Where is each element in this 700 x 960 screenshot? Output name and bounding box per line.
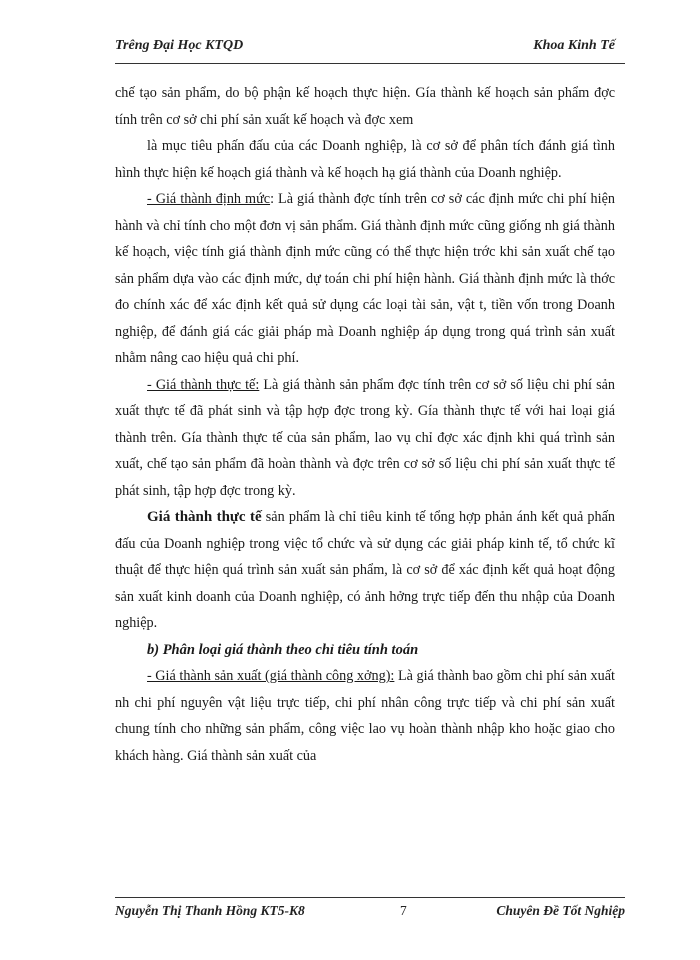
document-body <box>115 80 615 769</box>
paragraph-thuc-te-text: Là giá thành sản phẩm đợc tính trên cơ sở số liệu chi phí sản xuất thực tế đã phát sinh và tập hợp đợc trong kỳ. Gía thành thực tế với hai loại giá thành trên. Gía thành thực tế của sản phẩm, lao vụ chỉ đợc xác định khi quá trình sản xuất, chế tạo sản phẩm đã hoàn thành và đợc trên cơ sở số liệu chi phí sản xuất thực tế phát sinh, tập hợp đợc trong kỳ. <box>115 376 615 499</box>
section-heading: b) Phân loại giá thành theo chỉ tiêu tính toán <box>147 641 419 658</box>
footer-rule <box>115 897 625 898</box>
paragraph-summary-text: sản phẩm là chỉ tiêu kinh tế tổng hợp phản ánh kết quả phấn đấu của Doanh nghiệp trong việc tổ chức và sử dụng các giải pháp kinh tế, tổ chức kĩ thuật để thực hiện quá trình sản xuất sản phẩm, là cơ sở để xác định kết quả hoạt động sản xuất kinh doanh của Doanh nghiệp, có ảnh hởng trực tiếp đến thu nhập của Doanh nghiệp. <box>115 509 615 631</box>
term-gia-thanh-san-xuat: - Giá thành sản xuất (giá thành công xởng): <box>147 668 395 684</box>
footer-author: Nguyễn Thị Thanh Hồng KT5-K8 <box>115 903 305 918</box>
bold-term: Giá thành thực tế <box>147 509 262 525</box>
term-gia-thanh-dinh-muc: - Giá thành định mức <box>147 191 271 207</box>
paragraph-2: là mục tiêu phấn đấu của các Doanh nghiệp, là cơ sở để phân tích đánh giá tình hình thực hiện kế hoạch giá thành và kế hoạch hạ giá thành của Doanh nghiệp. <box>115 138 615 181</box>
paragraph-dinh-muc-text: : Là giá thành đợc tính trên cơ sở các định mức chi phí hiện hành và chỉ tính cho một đơn vị sản phẩm. Giá thành định mức cũng giống nh giá thành kế hoạch, việc tính giá thành định mức cũng có thể thực hiện trớc khi sản xuất chế tạo sản phẩm dựa vào các định mức, dự toán chi phí hiện hành. Giá thành định mức là thớc đo chính xác để xác định kết quả sử dụng các loại tài sản, vật t, tiền vốn trong Doanh nghiệp, để đánh giá các giải pháp mà Doanh nghiệp áp dụng trong quá trình sản xuất nhằm nâng cao hiệu quả chi phí. <box>115 191 615 366</box>
header-rule <box>115 63 625 64</box>
paragraph-dinh-muc <box>115 186 615 372</box>
header-university: Trêng Đại Học KTQD <box>115 38 244 53</box>
page-header <box>115 38 615 60</box>
page-footer <box>115 903 625 923</box>
paragraph-san-xuat <box>115 663 615 769</box>
footer-title: Chuyên Đề Tốt Nghiệp <box>496 903 625 918</box>
paragraph-summary <box>115 504 615 637</box>
paragraph-thuc-te <box>115 372 615 505</box>
paragraph-1: chế tạo sản phẩm, do bộ phận kế hoạch thực hiện. Gía thành kế hoạch sản phẩm đợc tính trên cơ sở chi phí sản xuất kế hoạch và đợc xem <box>115 85 615 128</box>
term-gia-thanh-thuc-te: - Giá thành thực tế: <box>147 376 260 393</box>
header-faculty: Khoa Kinh Tế <box>533 38 615 53</box>
paragraph-san-xuat-text: Là giá thành bao gồm chi phí sản xuất nh chi phí nguyên vật liệu trực tiếp, chi phí nhân công trực tiếp và chi phí sản xuất chung tính cho những sản phẩm, công việc lao vụ hoàn thành nhập kho hoặc giao cho khách hàng. Giá thành sản xuất của <box>115 668 615 764</box>
page-number: 7 <box>400 903 407 918</box>
